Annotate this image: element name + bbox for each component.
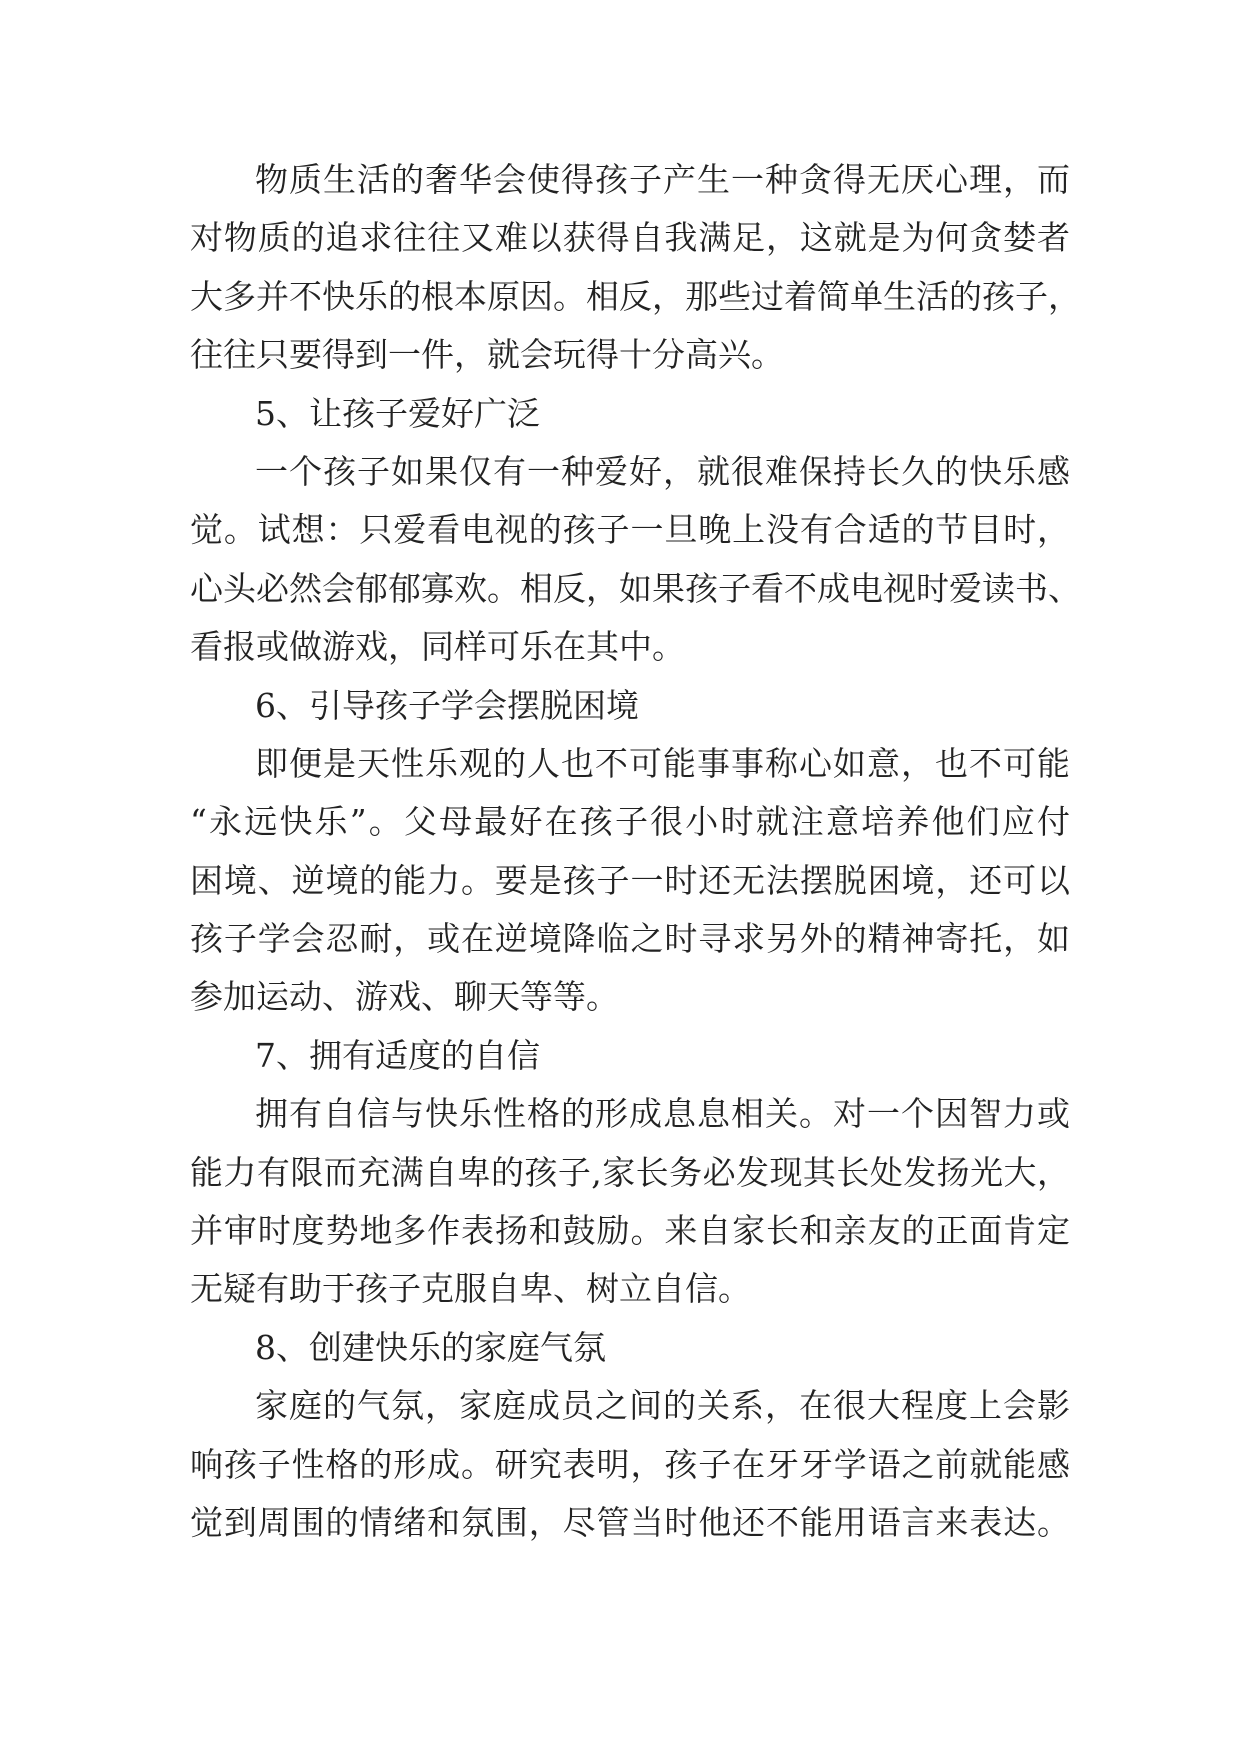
section-heading: 6、引导孩子学会摆脱困境 [255,685,639,725]
paragraph-line: 参加运动、游戏、聊天等等。 [190,977,619,1017]
paragraph-line: 困境、逆境的能力。要是孩子一时还无法摆脱困境，还可以 [190,860,1070,900]
paragraph-line: 往往只要得到一件，就会玩得十分高兴。 [190,335,784,375]
paragraph-line: 物质生活的奢华会使得孩子产生一种贪得无厌心理，而 [255,160,1070,199]
section-heading: 7、拥有适度的自信 [255,1035,540,1075]
paragraph-line: 心头必然会郁郁寡欢。相反，如果孩子看不成电视时爱读书、 [190,568,1081,608]
paragraph-line: 看报或做游戏，同样可乐在其中。 [190,627,685,667]
document-body [190,151,1081,1552]
section-heading: 5、让孩子爱好广泛 [255,393,540,433]
paragraph-line: 即便是天性乐观的人也不可能事事称心如意，也不可能 [255,743,1070,783]
paragraph-line: 觉。试想：只爱看电视的孩子一旦晚上没有合适的节目时， [190,510,1070,550]
paragraph-line: 无疑有助于孩子克服自卑、树立自信。 [190,1269,751,1309]
paragraph-line: 觉到周围的情绪和氛围，尽管当时他还不能用语言来表达。 [190,1502,1070,1542]
paragraph-line: 响孩子性格的形成。研究表明，孩子在牙牙学语之前就能感 [190,1444,1070,1484]
paragraph-line: 并审时度势地多作表扬和鼓励。来自家长和亲友的正面肯定 [190,1211,1070,1251]
paragraph-line: 孩子学会忍耐，或在逆境降临之时寻求另外的精神寄托，如 [190,919,1070,959]
paragraph-line: “永远快乐”。父母最好在孩子很小时就注意培养他们应付 [190,802,1070,842]
paragraph-line: 大多并不快乐的根本原因。相反，那些过着简单生活的孩子， [190,276,1081,316]
paragraph-line: 对物质的追求往往又难以获得自我满足，这就是为何贪婪者 [190,218,1070,258]
paragraph-line: 一个孩子如果仅有一种爱好，就很难保持长久的快乐感 [255,451,1070,491]
section-heading: 8、创建快乐的家庭气氛 [255,1327,606,1367]
paragraph-line: 家庭的气氛，家庭成员之间的关系，在很大程度上会影 [255,1386,1070,1426]
paragraph-line: 能力有限而充满自卑的孩子,家长务必发现其长处发扬光大， [190,1152,1070,1192]
paragraph-line: 拥有自信与快乐性格的形成息息相关。对一个因智力或 [255,1094,1070,1134]
